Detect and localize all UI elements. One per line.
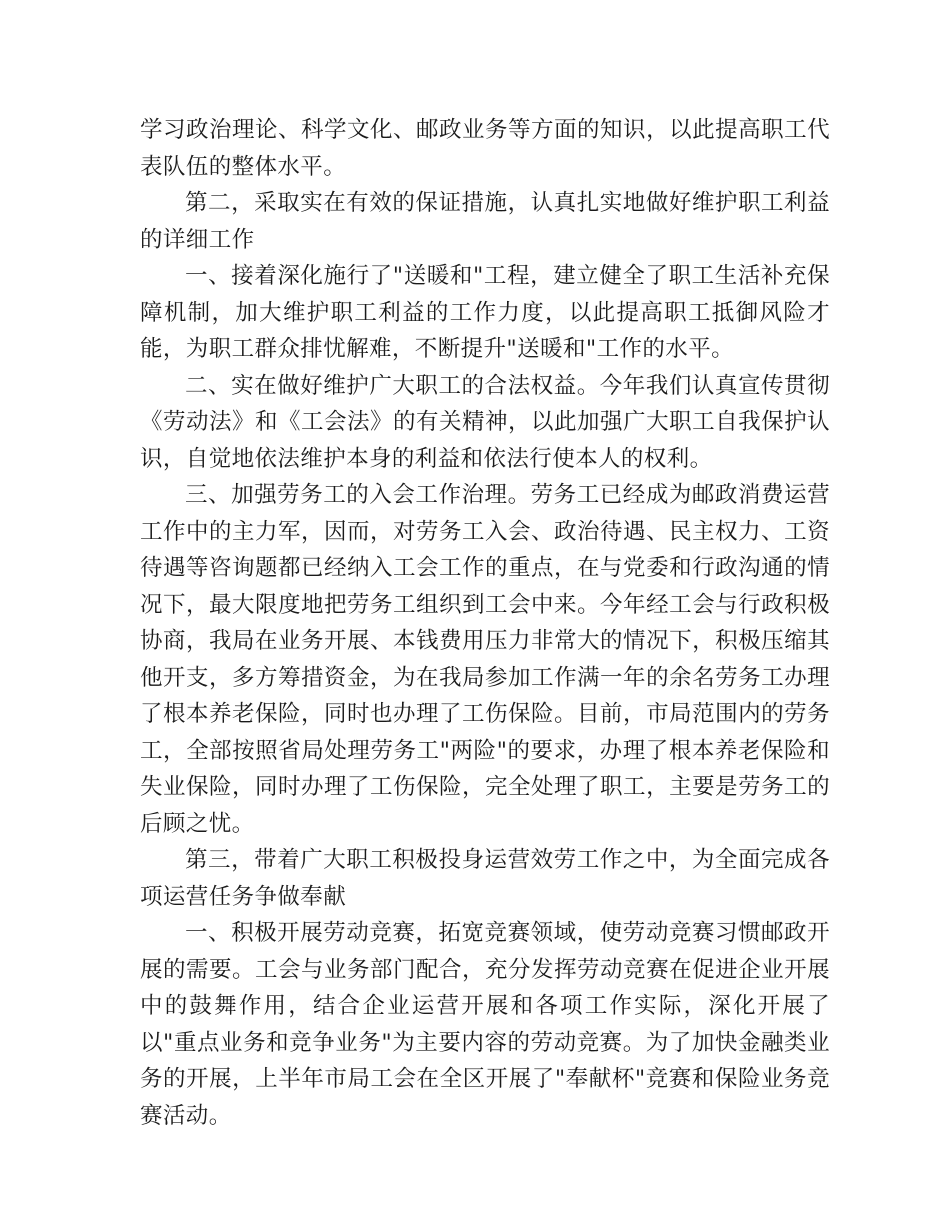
paragraph-5: 三、加强劳务工的入会工作治理。劳务工已经成为邮政消费运营工作中的主力军，因而，对劳务工入会、政治待遇、民主权力、工资待遇等咨询题都已经纳入工会工作的重点，在与党委和行政沟通的情况下，最大限度地把劳务工组织到工会中来。今年经工会与行政积极协商，我局在业务开展、本钱费用压力非常大的情况下，积极压缩其他开支，多方筹措资金，为在我局参加工作满一年的余名劳务工办理了根本养老保险，同时也办理了工伤保险。目前，市局范围内的劳务工，全部按照省局处理劳务工"两险"的要求，办理了根本养老保险和失业保险，同时办理了工伤保险，完全处理了职工，主要是劳务工的后顾之忧。 <box>140 482 830 837</box>
document-body <box>140 112 830 1134</box>
paragraph-7: 一、积极开展劳动竞赛，拓宽竞赛领域，使劳动竞赛习惯邮政开展的需要。工会与业务部门配合，充分发挥劳动竞赛在促进企业开展中的鼓舞作用，结合企业运营开展和各项工作实际，深化开展了以"重点业务和竞争业务"为主要内容的劳动竞赛。为了加快金融类业务的开展，上半年市局工会在全区开展了"奉献杯"竞赛和保险业务竞赛活动。 <box>140 920 830 1129</box>
paragraph-3: 一、接着深化施行了"送暖和"工程，建立健全了职工生活补充保障机制，加大维护职工利益的工作力度，以此提高职工抵御风险才能，为职工群众排忧解难，不断提升"送暖和"工作的水平。 <box>140 263 830 362</box>
paragraph-4: 二、实在做好维护广大职工的合法权益。今年我们认真宣传贯彻《劳动法》和《工会法》的有关精神，以此加强广大职工自我保护认识，自觉地依法维护本身的利益和依法行使本人的权利。 <box>140 372 830 472</box>
paragraph-2-heading: 第二，采取实在有效的保证措施，认真扎实地做好维护职工利益的详细工作 <box>140 190 830 253</box>
paragraph-1: 学习政治理论、科学文化、邮政业务等方面的知识，以此提高职工代表队伍的整体水平。 <box>140 117 830 180</box>
paragraph-6-heading: 第三，带着广大职工积极投身运营效劳工作之中，为全面完成各项运营任务争做奉献 <box>140 847 830 910</box>
